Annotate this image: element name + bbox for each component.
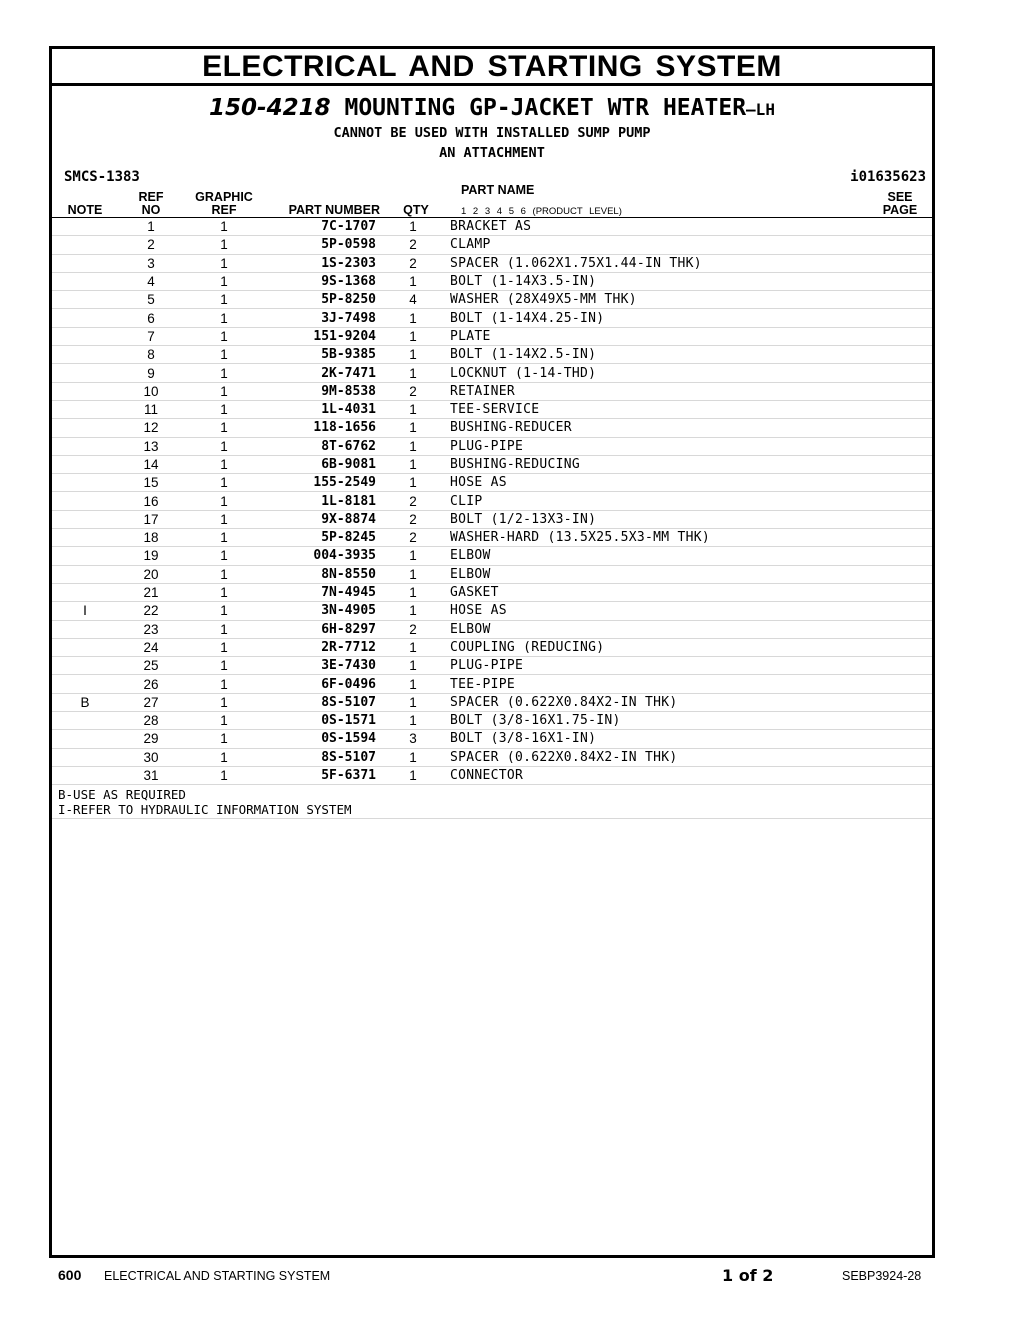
ref-no-cell: 17 bbox=[118, 510, 184, 528]
see-page-cell bbox=[872, 364, 932, 382]
ref-no-cell: 8 bbox=[118, 346, 184, 364]
qty-cell: 1 bbox=[376, 309, 450, 327]
note-cell bbox=[52, 309, 118, 327]
col-see-page-top: SEE bbox=[887, 190, 913, 204]
smcs-code: SMCS-1383 bbox=[64, 169, 140, 185]
table-row bbox=[52, 364, 932, 382]
table-row bbox=[52, 766, 932, 784]
col-ref-no-bottom: NO bbox=[141, 203, 161, 217]
qty-cell: 1 bbox=[376, 218, 450, 236]
qty-cell: 1 bbox=[376, 364, 450, 382]
ref-no-cell: 23 bbox=[118, 620, 184, 638]
part-name-cell: CLIP bbox=[450, 492, 872, 510]
graphic-ref-cell: 1 bbox=[184, 712, 264, 730]
qty-cell: 1 bbox=[376, 693, 450, 711]
graphic-ref-cell: 1 bbox=[184, 272, 264, 290]
parts-page-frame bbox=[49, 46, 935, 1258]
see-page-cell bbox=[872, 327, 932, 345]
page-footer bbox=[0, 1266, 1020, 1288]
graphic-ref-cell: 1 bbox=[184, 730, 264, 748]
part-name-cell: GASKET bbox=[450, 583, 872, 601]
graphic-ref-cell: 1 bbox=[184, 620, 264, 638]
ref-no-cell: 22 bbox=[118, 602, 184, 620]
part-number-cell: 8S-5107 bbox=[264, 748, 376, 766]
ref-no-cell: 31 bbox=[118, 766, 184, 784]
part-name-cell: HOSE AS bbox=[450, 474, 872, 492]
note-cell bbox=[52, 419, 118, 437]
part-number-cell: 6H-8297 bbox=[264, 620, 376, 638]
see-page-cell bbox=[872, 675, 932, 693]
qty-cell: 3 bbox=[376, 730, 450, 748]
qty-cell: 1 bbox=[376, 748, 450, 766]
see-page-cell bbox=[872, 766, 932, 784]
part-number-cell: 151-9204 bbox=[264, 327, 376, 345]
graphic-ref-cell: 1 bbox=[184, 218, 264, 236]
part-name-cell: HOSE AS bbox=[450, 602, 872, 620]
part-number-cell: 9X-8874 bbox=[264, 510, 376, 528]
table-row bbox=[52, 529, 932, 547]
qty-cell: 1 bbox=[376, 346, 450, 364]
part-name-cell: BOLT (1/2-13X3-IN) bbox=[450, 510, 872, 528]
table-row bbox=[52, 291, 932, 309]
part-name-cell: SPACER (1.062X1.75X1.44-IN THK) bbox=[450, 254, 872, 272]
ref-no-cell: 2 bbox=[118, 236, 184, 254]
see-page-cell bbox=[872, 474, 932, 492]
qty-cell: 1 bbox=[376, 602, 450, 620]
ref-no-cell: 26 bbox=[118, 675, 184, 693]
qty-cell: 1 bbox=[376, 272, 450, 290]
note-cell bbox=[52, 712, 118, 730]
graphic-ref-cell: 1 bbox=[184, 346, 264, 364]
note-cell bbox=[52, 510, 118, 528]
ref-no-cell: 24 bbox=[118, 638, 184, 656]
see-page-cell bbox=[872, 236, 932, 254]
table-row bbox=[52, 583, 932, 601]
col-part-number: PART NUMBER bbox=[288, 203, 380, 217]
table-row bbox=[52, 565, 932, 583]
qty-cell: 2 bbox=[376, 620, 450, 638]
note-cell bbox=[52, 675, 118, 693]
note-cell: B bbox=[52, 693, 118, 711]
qty-cell: 2 bbox=[376, 254, 450, 272]
see-page-cell bbox=[872, 382, 932, 400]
ref-no-cell: 4 bbox=[118, 272, 184, 290]
table-row bbox=[52, 218, 932, 236]
part-name-cell: LOCKNUT (1-14-THD) bbox=[450, 364, 872, 382]
table-row bbox=[52, 638, 932, 656]
part-name-cell: BOLT (1-14X3.5-IN) bbox=[450, 272, 872, 290]
qty-cell: 1 bbox=[376, 712, 450, 730]
note-cell bbox=[52, 437, 118, 455]
note-cell bbox=[52, 492, 118, 510]
part-number-cell: 1S-2303 bbox=[264, 254, 376, 272]
ref-no-cell: 5 bbox=[118, 291, 184, 309]
part-name-cell: BOLT (3/8-16X1-IN) bbox=[450, 730, 872, 748]
ref-no-cell: 10 bbox=[118, 382, 184, 400]
see-page-cell bbox=[872, 712, 932, 730]
ref-no-cell: 29 bbox=[118, 730, 184, 748]
note-cell bbox=[52, 272, 118, 290]
qty-cell: 2 bbox=[376, 492, 450, 510]
see-page-cell bbox=[872, 346, 932, 364]
graphic-ref-cell: 1 bbox=[184, 565, 264, 583]
table-row bbox=[52, 382, 932, 400]
part-number-cell: 0S-1571 bbox=[264, 712, 376, 730]
ref-no-cell: 7 bbox=[118, 327, 184, 345]
see-page-cell bbox=[872, 309, 932, 327]
table-row bbox=[52, 254, 932, 272]
note-cell: I bbox=[52, 602, 118, 620]
part-name-cell: RETAINER bbox=[450, 382, 872, 400]
part-number-cell: 118-1656 bbox=[264, 419, 376, 437]
part-number-cell: 6B-9081 bbox=[264, 455, 376, 473]
note-cell bbox=[52, 218, 118, 236]
part-number-cell: 3E-7430 bbox=[264, 657, 376, 675]
see-page-cell bbox=[872, 565, 932, 583]
part-number-cell: 5B-9385 bbox=[264, 346, 376, 364]
part-number-cell: 2K-7471 bbox=[264, 364, 376, 382]
qty-cell: 1 bbox=[376, 455, 450, 473]
table-row bbox=[52, 236, 932, 254]
qty-cell: 1 bbox=[376, 675, 450, 693]
parts-table-body bbox=[52, 218, 932, 785]
part-name-cell: BOLT (1-14X2.5-IN) bbox=[450, 346, 872, 364]
part-number-cell: 1L-8181 bbox=[264, 492, 376, 510]
note-cell bbox=[52, 657, 118, 675]
graphic-ref-cell: 1 bbox=[184, 675, 264, 693]
see-page-cell bbox=[872, 583, 932, 601]
qty-cell: 1 bbox=[376, 327, 450, 345]
see-page-cell bbox=[872, 620, 932, 638]
table-row bbox=[52, 272, 932, 290]
note-cell bbox=[52, 474, 118, 492]
part-number-cell: 8S-5107 bbox=[264, 693, 376, 711]
qty-cell: 2 bbox=[376, 382, 450, 400]
note-cell bbox=[52, 455, 118, 473]
see-page-cell bbox=[872, 437, 932, 455]
part-number-cell: 6F-0496 bbox=[264, 675, 376, 693]
col-graphic-ref-bottom: REF bbox=[211, 203, 237, 217]
qty-cell: 1 bbox=[376, 565, 450, 583]
part-name-cell: BUSHING-REDUCING bbox=[450, 455, 872, 473]
note-cell bbox=[52, 565, 118, 583]
graphic-ref-cell: 1 bbox=[184, 766, 264, 784]
part-number-cell: 8N-8550 bbox=[264, 565, 376, 583]
table-row bbox=[52, 620, 932, 638]
table-row bbox=[52, 547, 932, 565]
table-row bbox=[52, 657, 932, 675]
ref-no-cell: 19 bbox=[118, 547, 184, 565]
table-row bbox=[52, 309, 932, 327]
note-cell bbox=[52, 547, 118, 565]
ref-no-cell: 28 bbox=[118, 712, 184, 730]
col-see-page-bottom: PAGE bbox=[882, 203, 918, 217]
part-number-cell: 9M-8538 bbox=[264, 382, 376, 400]
see-page-cell bbox=[872, 492, 932, 510]
graphic-ref-cell: 1 bbox=[184, 529, 264, 547]
part-name-cell: PLUG-PIPE bbox=[450, 437, 872, 455]
note-cell bbox=[52, 529, 118, 547]
note-cell bbox=[52, 327, 118, 345]
note-cell bbox=[52, 236, 118, 254]
illustration-id: i01635623 bbox=[850, 169, 926, 185]
part-name-cell: ELBOW bbox=[450, 547, 872, 565]
graphic-ref-cell: 1 bbox=[184, 309, 264, 327]
graphic-ref-cell: 1 bbox=[184, 382, 264, 400]
part-name-cell: BUSHING-REDUCER bbox=[450, 419, 872, 437]
table-row bbox=[52, 400, 932, 418]
ref-no-cell: 1 bbox=[118, 218, 184, 236]
ref-no-cell: 9 bbox=[118, 364, 184, 382]
footer-page-number: 600 bbox=[58, 1267, 82, 1283]
note-cell bbox=[52, 766, 118, 784]
group-caveat-line-1: CANNOT BE USED WITH INSTALLED SUMP PUMP bbox=[333, 125, 651, 141]
see-page-cell bbox=[872, 693, 932, 711]
part-name-cell: PLATE bbox=[450, 327, 872, 345]
part-name-cell: COUPLING (REDUCING) bbox=[450, 638, 872, 656]
part-number-cell: 8T-6762 bbox=[264, 437, 376, 455]
note-cell bbox=[52, 364, 118, 382]
part-name-cell: WASHER (28X49X5-MM THK) bbox=[450, 291, 872, 309]
note-cell bbox=[52, 730, 118, 748]
group-number: 150-4218 bbox=[209, 95, 331, 121]
part-name-cell: SPACER (0.622X0.84X2-IN THK) bbox=[450, 693, 872, 711]
see-page-cell bbox=[872, 419, 932, 437]
column-headers bbox=[52, 183, 932, 218]
table-row bbox=[52, 730, 932, 748]
note-cell bbox=[52, 400, 118, 418]
table-row bbox=[52, 748, 932, 766]
ref-no-cell: 27 bbox=[118, 693, 184, 711]
part-number-cell: 1L-4031 bbox=[264, 400, 376, 418]
see-page-cell bbox=[872, 291, 932, 309]
table-row bbox=[52, 492, 932, 510]
part-number-cell: 2R-7712 bbox=[264, 638, 376, 656]
ref-no-cell: 13 bbox=[118, 437, 184, 455]
ref-no-cell: 15 bbox=[118, 474, 184, 492]
footer-pager: 1 of 2 bbox=[722, 1266, 774, 1285]
part-number-cell: 3J-7498 bbox=[264, 309, 376, 327]
qty-cell: 1 bbox=[376, 657, 450, 675]
see-page-cell bbox=[872, 730, 932, 748]
ref-no-cell: 21 bbox=[118, 583, 184, 601]
part-name-cell: WASHER-HARD (13.5X25.5X3-MM THK) bbox=[450, 529, 872, 547]
table-row bbox=[52, 327, 932, 345]
graphic-ref-cell: 1 bbox=[184, 602, 264, 620]
graphic-ref-cell: 1 bbox=[184, 291, 264, 309]
col-product-levels: 1 2 3 4 5 6 (PRODUCT LEVEL) bbox=[461, 206, 622, 217]
group-title bbox=[52, 95, 932, 123]
footer-section: ELECTRICAL AND STARTING SYSTEM bbox=[104, 1269, 331, 1283]
graphic-ref-cell: 1 bbox=[184, 327, 264, 345]
part-name-cell: BOLT (1-14X4.25-IN) bbox=[450, 309, 872, 327]
part-name-cell: TEE-SERVICE bbox=[450, 400, 872, 418]
part-name-cell: CONNECTOR bbox=[450, 766, 872, 784]
note-cell bbox=[52, 346, 118, 364]
graphic-ref-cell: 1 bbox=[184, 583, 264, 601]
note-cell bbox=[52, 620, 118, 638]
qty-cell: 2 bbox=[376, 236, 450, 254]
ref-no-cell: 20 bbox=[118, 565, 184, 583]
ref-no-cell: 14 bbox=[118, 455, 184, 473]
graphic-ref-cell: 1 bbox=[184, 455, 264, 473]
see-page-cell bbox=[872, 529, 932, 547]
col-part-name: PART NAME bbox=[461, 183, 535, 197]
col-note: NOTE bbox=[67, 203, 103, 217]
see-page-cell bbox=[872, 510, 932, 528]
group-name: MOUNTING GP-JACKET WTR HEATER bbox=[344, 95, 747, 121]
see-page-cell bbox=[872, 638, 932, 656]
ref-no-cell: 3 bbox=[118, 254, 184, 272]
part-name-cell: ELBOW bbox=[450, 565, 872, 583]
part-number-cell: 0S-1594 bbox=[264, 730, 376, 748]
qty-cell: 1 bbox=[376, 638, 450, 656]
col-graphic-ref-top: GRAPHIC bbox=[195, 190, 253, 204]
graphic-ref-cell: 1 bbox=[184, 437, 264, 455]
note-cell bbox=[52, 291, 118, 309]
note-cell bbox=[52, 638, 118, 656]
graphic-ref-cell: 1 bbox=[184, 510, 264, 528]
ref-no-cell: 11 bbox=[118, 400, 184, 418]
see-page-cell bbox=[872, 272, 932, 290]
part-name-cell: BRACKET AS bbox=[450, 218, 872, 236]
col-ref-no-top: REF bbox=[138, 190, 164, 204]
group-suffix: —LH bbox=[746, 100, 775, 119]
ref-no-cell: 18 bbox=[118, 529, 184, 547]
table-row bbox=[52, 675, 932, 693]
see-page-cell bbox=[872, 748, 932, 766]
graphic-ref-cell: 1 bbox=[184, 364, 264, 382]
qty-cell: 1 bbox=[376, 400, 450, 418]
graphic-ref-cell: 1 bbox=[184, 547, 264, 565]
note-cell bbox=[52, 254, 118, 272]
qty-cell: 4 bbox=[376, 291, 450, 309]
graphic-ref-cell: 1 bbox=[184, 638, 264, 656]
table-row bbox=[52, 346, 932, 364]
table-row bbox=[52, 602, 932, 620]
part-number-cell: 155-2549 bbox=[264, 474, 376, 492]
part-number-cell: 7C-1707 bbox=[264, 218, 376, 236]
see-page-cell bbox=[872, 602, 932, 620]
part-name-cell: BOLT (3/8-16X1.75-IN) bbox=[450, 712, 872, 730]
note-b: B-USE AS REQUIRED bbox=[58, 787, 186, 803]
part-number-cell: 5F-6371 bbox=[264, 766, 376, 784]
part-name-cell: SPACER (0.622X0.84X2-IN THK) bbox=[450, 748, 872, 766]
parts-table bbox=[52, 218, 932, 785]
table-row bbox=[52, 419, 932, 437]
see-page-cell bbox=[872, 657, 932, 675]
part-number-cell: 5P-8245 bbox=[264, 529, 376, 547]
part-name-cell: ELBOW bbox=[450, 620, 872, 638]
qty-cell: 1 bbox=[376, 437, 450, 455]
table-row bbox=[52, 474, 932, 492]
part-number-cell: 7N-4945 bbox=[264, 583, 376, 601]
group-header bbox=[52, 95, 932, 163]
qty-cell: 2 bbox=[376, 510, 450, 528]
table-row bbox=[52, 437, 932, 455]
ref-no-cell: 16 bbox=[118, 492, 184, 510]
part-number-cell: 5P-0598 bbox=[264, 236, 376, 254]
see-page-cell bbox=[872, 218, 932, 236]
ref-no-cell: 30 bbox=[118, 748, 184, 766]
see-page-cell bbox=[872, 547, 932, 565]
ref-no-cell: 6 bbox=[118, 309, 184, 327]
part-number-cell: 3N-4905 bbox=[264, 602, 376, 620]
graphic-ref-cell: 1 bbox=[184, 492, 264, 510]
graphic-ref-cell: 1 bbox=[184, 474, 264, 492]
graphic-ref-cell: 1 bbox=[184, 748, 264, 766]
ref-no-cell: 12 bbox=[118, 419, 184, 437]
part-name-cell: PLUG-PIPE bbox=[450, 657, 872, 675]
section-title: ELECTRICAL AND STARTING SYSTEM bbox=[52, 49, 932, 86]
note-i: I-REFER TO HYDRAULIC INFORMATION SYSTEM bbox=[58, 802, 352, 818]
part-number-cell: 004-3935 bbox=[264, 547, 376, 565]
graphic-ref-cell: 1 bbox=[184, 236, 264, 254]
graphic-ref-cell: 1 bbox=[184, 693, 264, 711]
col-qty: QTY bbox=[403, 203, 429, 217]
table-row bbox=[52, 712, 932, 730]
qty-cell: 1 bbox=[376, 419, 450, 437]
note-cell bbox=[52, 382, 118, 400]
graphic-ref-cell: 1 bbox=[184, 657, 264, 675]
notes-block bbox=[52, 785, 932, 819]
qty-cell: 1 bbox=[376, 474, 450, 492]
group-caveat-line-2: AN ATTACHMENT bbox=[439, 145, 545, 161]
ref-no-cell: 25 bbox=[118, 657, 184, 675]
part-name-cell: CLAMP bbox=[450, 236, 872, 254]
qty-cell: 1 bbox=[376, 547, 450, 565]
graphic-ref-cell: 1 bbox=[184, 400, 264, 418]
part-number-cell: 5P-8250 bbox=[264, 291, 376, 309]
note-cell bbox=[52, 583, 118, 601]
note-cell bbox=[52, 748, 118, 766]
qty-cell: 2 bbox=[376, 529, 450, 547]
see-page-cell bbox=[872, 455, 932, 473]
table-row bbox=[52, 510, 932, 528]
see-page-cell bbox=[872, 400, 932, 418]
qty-cell: 1 bbox=[376, 766, 450, 784]
qty-cell: 1 bbox=[376, 583, 450, 601]
graphic-ref-cell: 1 bbox=[184, 254, 264, 272]
part-number-cell: 9S-1368 bbox=[264, 272, 376, 290]
table-row bbox=[52, 455, 932, 473]
see-page-cell bbox=[872, 254, 932, 272]
part-name-cell: TEE-PIPE bbox=[450, 675, 872, 693]
table-row bbox=[52, 693, 932, 711]
footer-publication: SEBP3924-28 bbox=[842, 1269, 922, 1283]
graphic-ref-cell: 1 bbox=[184, 419, 264, 437]
